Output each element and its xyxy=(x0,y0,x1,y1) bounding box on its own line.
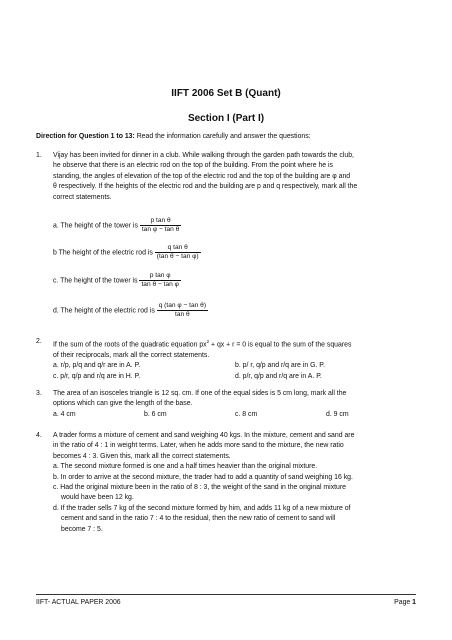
fraction xyxy=(139,272,180,289)
stem-line: θ respectively. If the heights of the electric rod and the building are p and q respectively, mark all the xyxy=(53,183,358,191)
question-stem xyxy=(53,151,415,203)
question-number: 3. xyxy=(36,390,42,397)
direction-label: Direction for Question 1 to 13: xyxy=(36,133,135,140)
page-label: Page xyxy=(394,599,413,606)
question-number: 4. xyxy=(36,432,42,439)
stem-line: he observe that there is an electric rod on the top of the building. From the point where he is xyxy=(53,162,333,170)
option-2c: c. p/r, q/p and r/q are in H. P. xyxy=(53,372,141,380)
fraction xyxy=(140,217,181,234)
option-2b: b. p/ r, q/p and r/q are in G. P. xyxy=(235,362,325,370)
option-label: a. The height of the tower is xyxy=(53,222,138,230)
question-stem xyxy=(53,389,415,420)
option-4c: c. Had the original mixture been in the ratio of 8 : 3, the weight of the sand in the original mixture xyxy=(53,484,347,492)
option-3c: c. 8 cm xyxy=(235,410,258,418)
footer-left: IIFT- ACTUAL PAPER 2006 xyxy=(36,599,121,606)
option-4b: b. In order to arrive at the second mixture, the trader had to add a quantity of sand weighing 16 kg. xyxy=(53,473,353,481)
stem-line: becomes 4 : 3. Given this, mark all the correct statements. xyxy=(53,452,231,460)
option-1b xyxy=(53,244,201,261)
option-2d: d. p/r, q/p and r/q are in A. P. xyxy=(235,372,322,380)
denominator: tan φ − tan θ xyxy=(141,226,180,233)
option-1c xyxy=(53,272,181,289)
direction-body: Read the information carefully and answer the questions: xyxy=(134,133,311,140)
footer-divider xyxy=(36,594,416,595)
option-4d: d. If the trader sells 7 kg of the second mixture formed by him, and adds 11 kg of a new mixture of xyxy=(53,504,351,512)
question-stem xyxy=(53,431,415,535)
page-number xyxy=(394,599,416,606)
question-number: 1. xyxy=(36,152,42,159)
stem-line: options which can give the length of the base. xyxy=(53,400,193,408)
numerator: q (tan φ − tan θ) xyxy=(158,302,207,309)
stem-text: If the sum of the roots of the quadratic equation px xyxy=(53,341,207,349)
stem-line: correct statements. xyxy=(53,193,112,201)
option-3b: b. 6 cm xyxy=(144,410,167,418)
option-4c-cont: would have been 12 kg. xyxy=(61,494,134,502)
section-title: Section I (Part I) xyxy=(187,113,265,124)
option-3d: d. 9 cm xyxy=(326,410,349,418)
question-number: 2. xyxy=(36,338,42,345)
denominator: tan θ − tan φ xyxy=(141,281,179,288)
stem-line: Vijay has been invited for dinner in a club. While walking through the garden path towards the club, xyxy=(53,152,354,159)
option-4a: a. The second mixture formed is one and a half times heavier than the original mixture. xyxy=(53,463,318,471)
page-num: 1 xyxy=(412,599,416,606)
stem-line: A trader forms a mixture of cement and sand weighing 40 kgs. In the mixture, cement and sand are xyxy=(53,432,355,439)
stem-text: + qx + r = 0 is equal to the sum of the squares xyxy=(209,341,352,349)
superscript: 2 xyxy=(206,339,210,344)
stem-line xyxy=(53,337,415,351)
denominator: tan θ xyxy=(175,311,190,318)
stem-line: of their reciprocals, mark all the correct statements. xyxy=(53,351,210,359)
option-label: b The height of the electric rod is xyxy=(53,249,153,257)
denominator: (tan θ − tan φ) xyxy=(156,253,199,260)
page-title: IIFT 2006 Set B (Quant) xyxy=(171,88,281,99)
option-2a: a. r/p, p/q and q/r are in A. P. xyxy=(53,362,141,370)
fraction xyxy=(157,302,208,319)
option-1a xyxy=(53,217,181,234)
stem-line: in the ratio of 4 : 1 in weight terms. Later, when he adds more sand to the mixture, the new ratio xyxy=(53,442,344,450)
direction-text xyxy=(36,132,416,142)
option-4d-cont: become 7 : 5. xyxy=(61,525,103,533)
option-1d xyxy=(53,302,208,319)
option-row xyxy=(53,372,415,382)
option-row xyxy=(53,361,415,371)
stem-line: standing, the angles of elevation of the top of the electric rod and the top of the building are φ and xyxy=(53,172,351,180)
option-label: c. The height of the tower is xyxy=(53,277,138,285)
numerator: p tan φ xyxy=(139,272,180,281)
option-label: d. The height of the electric rod is xyxy=(53,307,155,315)
option-3a: a. 4 cm xyxy=(53,410,76,418)
question-stem xyxy=(53,337,415,382)
option-4d-cont: cement and sand in the ratio 7 : 4 to the residual, then the new ratio of cement to sand will xyxy=(61,515,336,523)
numerator: p tan θ xyxy=(140,217,181,226)
fraction xyxy=(155,244,201,261)
option-row xyxy=(53,410,415,420)
stem-line: The area of an isosceles triangle is 12 sq. cm. If one of the equal sides is 5 cm long, mark all the xyxy=(53,390,347,397)
numerator: q tan θ xyxy=(155,244,201,253)
